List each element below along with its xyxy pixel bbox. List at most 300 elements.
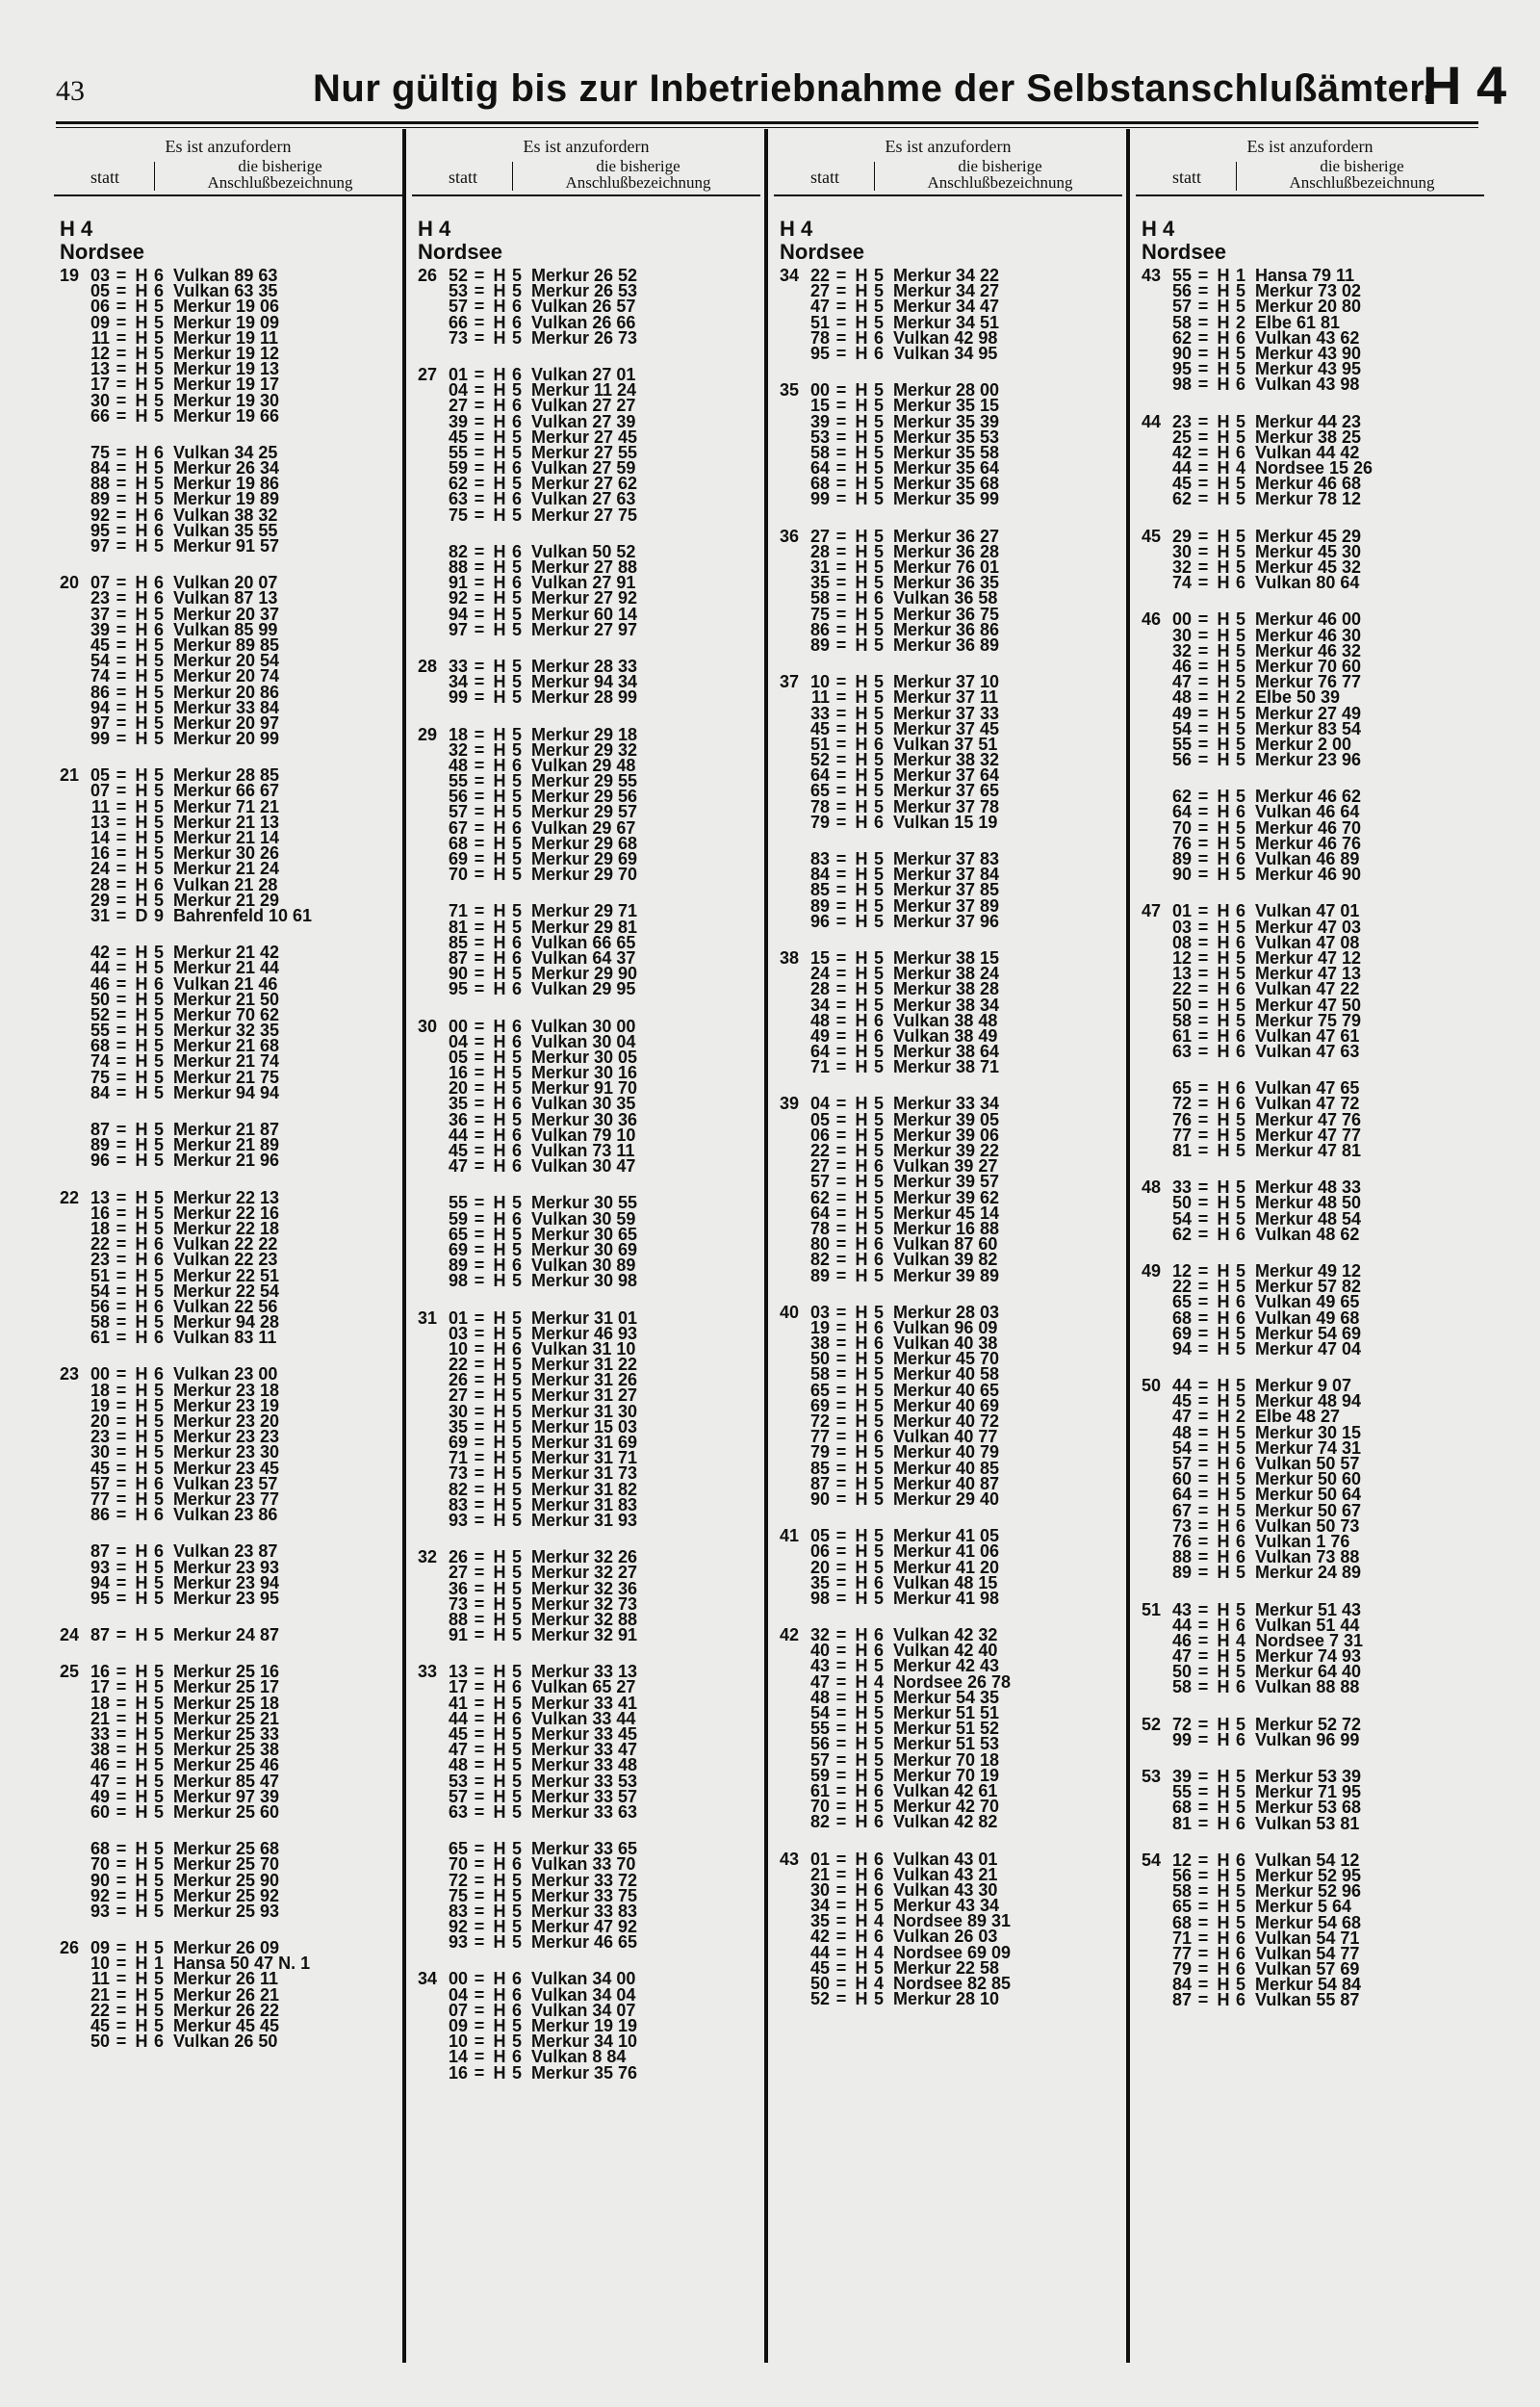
exchange-letter: H bbox=[135, 973, 148, 994]
table-row bbox=[54, 1801, 402, 1822]
previous-designation: Merkur 33 53 bbox=[531, 1771, 638, 1791]
exchange-digit: 5 bbox=[153, 1740, 164, 1760]
equals-sign: = bbox=[116, 359, 127, 379]
exchange-digit: 5 bbox=[511, 865, 522, 885]
equals-sign: = bbox=[1197, 1515, 1209, 1536]
exchange-digit: 5 bbox=[153, 1786, 164, 1806]
equals-sign: = bbox=[835, 1187, 847, 1207]
previous-designation: Merkur 25 33 bbox=[173, 1724, 280, 1744]
exchange-letter: H bbox=[493, 1224, 506, 1244]
number-group bbox=[1136, 1080, 1484, 1158]
equals-sign: = bbox=[1197, 1865, 1209, 1885]
number-group bbox=[54, 573, 402, 749]
equals-sign: = bbox=[835, 343, 847, 363]
exchange-letter: H bbox=[855, 849, 868, 868]
number-suffix: 45 bbox=[90, 634, 110, 655]
exchange-digit: 6 bbox=[511, 411, 522, 431]
exchange-digit: 5 bbox=[1235, 1125, 1245, 1145]
previous-designation: Merkur 38 64 bbox=[893, 1042, 1000, 1062]
exchange-digit: 5 bbox=[153, 1854, 164, 1875]
exchange-letter: H bbox=[493, 266, 506, 285]
exchange-digit: 2 bbox=[1235, 1407, 1245, 1427]
previous-designation: Vulkan 26 57 bbox=[531, 297, 636, 317]
number-suffix: 99 bbox=[809, 489, 830, 509]
exchange-digit: 6 bbox=[1235, 1454, 1245, 1473]
previous-designation: Vulkan 43 21 bbox=[893, 1864, 998, 1884]
equals-sign: = bbox=[474, 1677, 485, 1697]
exchange-digit: 5 bbox=[511, 672, 522, 692]
equals-sign: = bbox=[116, 1505, 127, 1525]
exchange-letter: H bbox=[855, 1927, 868, 1947]
exchange-letter: H bbox=[1217, 1599, 1230, 1619]
number-suffix: 64 bbox=[809, 1042, 830, 1062]
previous-designation: Merkur 38 71 bbox=[893, 1057, 1000, 1077]
exchange-letter: H bbox=[135, 828, 148, 847]
previous-designation: Vulkan 43 01 bbox=[893, 1849, 998, 1869]
exchange-digit: 5 bbox=[873, 489, 884, 509]
equals-sign: = bbox=[1197, 1277, 1209, 1297]
previous-designation: Vulkan 27 63 bbox=[531, 489, 636, 509]
exchange-letter: H bbox=[1217, 1767, 1230, 1786]
table-row bbox=[54, 729, 402, 749]
header-request-label: Es ist anzufordern bbox=[885, 137, 1012, 156]
previous-designation: Merkur 23 30 bbox=[173, 1442, 280, 1462]
number-suffix: 45 bbox=[809, 1957, 830, 1978]
equals-sign: = bbox=[474, 1801, 485, 1822]
number-suffix: 57 bbox=[1171, 297, 1192, 317]
previous-designation: Merkur 26 73 bbox=[531, 327, 638, 348]
exchange-letter: H bbox=[1217, 979, 1230, 999]
equals-sign: = bbox=[474, 1609, 485, 1629]
number-group bbox=[774, 674, 1122, 830]
previous-designation: Merkur 94 28 bbox=[173, 1312, 280, 1333]
previous-designation: Vulkan 66 65 bbox=[531, 932, 636, 952]
previous-designation: Merkur 22 16 bbox=[173, 1203, 280, 1223]
exchange-letter: H bbox=[135, 1312, 148, 1333]
number-suffix: 23 bbox=[1171, 411, 1192, 431]
exchange-letter: H bbox=[493, 1141, 506, 1160]
exchange-letter: H bbox=[855, 1411, 868, 1431]
number-suffix: 94 bbox=[90, 697, 110, 717]
exchange-digit: 6 bbox=[873, 1849, 884, 1869]
exchange-digit: 5 bbox=[873, 750, 884, 770]
previous-designation: Merkur 31 27 bbox=[531, 1385, 638, 1406]
equals-sign: = bbox=[116, 1541, 127, 1562]
number-suffix: 35 bbox=[809, 1911, 830, 1931]
previous-designation: Merkur 50 60 bbox=[1255, 1469, 1362, 1489]
previous-designation: Merkur 25 46 bbox=[173, 1755, 280, 1775]
number-suffix: 47 bbox=[448, 1740, 468, 1760]
table-row bbox=[54, 1151, 402, 1171]
previous-designation: Merkur 41 20 bbox=[893, 1557, 1000, 1577]
equals-sign: = bbox=[116, 1901, 127, 1921]
exchange-letter: H bbox=[135, 2000, 148, 2020]
exchange-digit: 6 bbox=[153, 874, 164, 894]
equals-sign: = bbox=[116, 666, 127, 686]
number-suffix: 97 bbox=[448, 619, 468, 639]
exchange-digit: 6 bbox=[873, 1156, 884, 1177]
previous-designation: Merkur 64 40 bbox=[1255, 1662, 1362, 1682]
equals-sign: = bbox=[474, 474, 485, 494]
number-suffix: 45 bbox=[448, 427, 468, 447]
exchange-digit: 6 bbox=[511, 1708, 522, 1728]
number-suffix: 87 bbox=[90, 1625, 110, 1645]
equals-sign: = bbox=[474, 932, 485, 952]
number-suffix: 48 bbox=[448, 755, 468, 775]
number-suffix: 31 bbox=[90, 905, 110, 925]
number-suffix: 68 bbox=[90, 1839, 110, 1859]
previous-designation: Merkur 37 96 bbox=[893, 911, 1000, 931]
equals-sign: = bbox=[116, 765, 127, 786]
equals-sign: = bbox=[1197, 1485, 1209, 1505]
previous-designation: Merkur 34 51 bbox=[893, 312, 1000, 332]
equals-sign: = bbox=[835, 1864, 847, 1884]
equals-sign: = bbox=[1197, 1990, 1209, 2010]
header-previous-line-1: die bisherige bbox=[1320, 157, 1404, 175]
exchange-letter: H bbox=[493, 427, 506, 447]
exchange-letter: H bbox=[493, 1208, 506, 1229]
table-row bbox=[1136, 1729, 1484, 1749]
exchange-letter: H bbox=[1217, 1407, 1230, 1427]
header-divider bbox=[154, 162, 155, 191]
number-suffix: 58 bbox=[1171, 312, 1192, 332]
previous-designation: Nordsee 82 85 bbox=[893, 1974, 1012, 1993]
exchange-letter: H bbox=[1217, 609, 1230, 630]
previous-designation: Merkur 37 33 bbox=[893, 703, 1000, 723]
number-suffix: 08 bbox=[1171, 932, 1192, 952]
exchange-letter: H bbox=[855, 1974, 868, 1993]
exchange-letter: H bbox=[135, 1954, 148, 1974]
exchange-digit: 6 bbox=[511, 297, 522, 317]
exchange-letter: H bbox=[855, 865, 868, 885]
area-label bbox=[1142, 218, 1484, 264]
exchange-letter: H bbox=[135, 651, 148, 671]
exchange-digit: 5 bbox=[873, 442, 884, 462]
exchange-digit: 6 bbox=[511, 541, 522, 561]
equals-sign: = bbox=[116, 1662, 127, 1682]
equals-sign: = bbox=[1197, 979, 1209, 999]
table-row bbox=[1136, 1679, 1484, 1695]
exchange-digit: 5 bbox=[511, 1563, 522, 1583]
exchange-letter: H bbox=[1217, 1630, 1230, 1650]
exchange-digit: 6 bbox=[1235, 1615, 1245, 1635]
previous-designation: Merkur 48 94 bbox=[1255, 1391, 1362, 1411]
exchange-digit: 5 bbox=[1235, 343, 1245, 363]
previous-designation: Vulkan 34 00 bbox=[531, 1969, 636, 1989]
equals-sign: = bbox=[116, 1740, 127, 1760]
exchange-letter: H bbox=[493, 1416, 506, 1436]
number-suffix: 55 bbox=[448, 771, 468, 791]
number-suffix: 57 bbox=[448, 802, 468, 822]
exchange-digit: 5 bbox=[511, 1385, 522, 1406]
equals-sign: = bbox=[474, 281, 485, 301]
exchange-letter: H bbox=[855, 1458, 868, 1478]
exchange-digit: 5 bbox=[1235, 734, 1245, 754]
previous-designation: Vulkan 54 71 bbox=[1255, 1928, 1360, 1948]
equals-sign: = bbox=[1197, 427, 1209, 447]
equals-sign: = bbox=[116, 1380, 127, 1400]
previous-designation: Vulkan 54 12 bbox=[1255, 1850, 1360, 1870]
previous-designation: Merkur 49 12 bbox=[1255, 1260, 1362, 1281]
previous-designation: Vulkan 80 64 bbox=[1255, 573, 1360, 593]
equals-sign: = bbox=[835, 458, 847, 479]
exchange-letter: H bbox=[135, 1572, 148, 1592]
previous-designation: Vulkan 89 63 bbox=[173, 266, 278, 285]
equals-sign: = bbox=[474, 1984, 485, 2005]
exchange-letter: H bbox=[135, 1021, 148, 1041]
exchange-letter: H bbox=[1217, 474, 1230, 494]
equals-sign: = bbox=[474, 1323, 485, 1343]
exchange-letter: H bbox=[1217, 1437, 1230, 1458]
previous-designation: Merkur 33 84 bbox=[173, 697, 280, 717]
previous-designation: Merkur 33 47 bbox=[531, 1740, 638, 1760]
equals-sign: = bbox=[835, 1671, 847, 1692]
exchange-digit: 4 bbox=[873, 1671, 884, 1692]
number-suffix: 82 bbox=[809, 1250, 830, 1270]
exchange-letter: H bbox=[135, 843, 148, 864]
equals-sign: = bbox=[116, 1395, 127, 1415]
number-suffix: 22 bbox=[1171, 1277, 1192, 1297]
exchange-digit: 5 bbox=[511, 1494, 522, 1514]
previous-designation: Merkur 39 06 bbox=[893, 1125, 1000, 1145]
previous-designation: Vulkan 96 99 bbox=[1255, 1729, 1360, 1749]
number-suffix: 35 bbox=[448, 1094, 468, 1114]
equals-sign: = bbox=[474, 2047, 485, 2067]
exchange-letter: H bbox=[135, 989, 148, 1009]
number-suffix: 00 bbox=[1171, 609, 1192, 630]
equals-sign: = bbox=[835, 281, 847, 301]
exchange-digit: 5 bbox=[873, 672, 884, 692]
header-previous-label bbox=[516, 158, 760, 191]
number-suffix: 85 bbox=[448, 932, 468, 952]
equals-sign: = bbox=[116, 327, 127, 348]
exchange-letter: H bbox=[1217, 1729, 1230, 1749]
previous-designation: Merkur 66 67 bbox=[173, 781, 280, 801]
exchange-digit: 5 bbox=[153, 458, 164, 479]
number-suffix: 32 bbox=[1171, 640, 1192, 660]
exchange-digit: 5 bbox=[873, 1302, 884, 1322]
exchange-letter: H bbox=[493, 1969, 506, 1989]
equals-sign: = bbox=[1197, 1615, 1209, 1635]
number-suffix: 44 bbox=[1171, 1376, 1192, 1396]
previous-designation: Merkur 54 84 bbox=[1255, 1975, 1362, 1995]
number-prefix: 34 bbox=[417, 1969, 437, 1989]
exchange-letter: H bbox=[1217, 734, 1230, 754]
equals-sign: = bbox=[1197, 1437, 1209, 1458]
number-suffix: 86 bbox=[809, 619, 830, 639]
exchange-digit: 6 bbox=[1235, 1990, 1245, 2010]
previous-designation: Merkur 41 05 bbox=[893, 1526, 1000, 1546]
number-suffix: 47 bbox=[448, 1156, 468, 1177]
number-group bbox=[54, 1938, 402, 2052]
number-suffix: 61 bbox=[809, 1780, 830, 1800]
exchange-letter: H bbox=[855, 979, 868, 999]
previous-designation: Merkur 26 11 bbox=[173, 1969, 279, 1989]
number-suffix: 36 bbox=[448, 1578, 468, 1598]
previous-designation: Merkur 40 58 bbox=[893, 1364, 1000, 1385]
number-suffix: 75 bbox=[809, 604, 830, 624]
exchange-digit: 5 bbox=[153, 1938, 164, 1958]
number-suffix: 33 bbox=[90, 1724, 110, 1744]
number-suffix: 46 bbox=[90, 973, 110, 994]
equals-sign: = bbox=[835, 781, 847, 801]
previous-designation: Merkur 21 87 bbox=[173, 1120, 280, 1139]
number-prefix: 48 bbox=[1141, 1178, 1161, 1198]
number-suffix: 27 bbox=[809, 526, 830, 546]
number-suffix: 56 bbox=[809, 1734, 830, 1754]
number-suffix: 99 bbox=[448, 687, 468, 708]
equals-sign: = bbox=[116, 729, 127, 749]
equals-sign: = bbox=[474, 1239, 485, 1259]
number-suffix: 38 bbox=[809, 1333, 830, 1354]
exchange-digit: 6 bbox=[153, 1505, 164, 1525]
exchange-digit: 5 bbox=[153, 1442, 164, 1462]
table-row bbox=[1136, 1042, 1484, 1062]
equals-sign: = bbox=[1197, 1563, 1209, 1583]
number-suffix: 75 bbox=[448, 505, 468, 525]
equals-sign: = bbox=[474, 2000, 485, 2020]
exchange-digit: 6 bbox=[511, 1677, 522, 1697]
exchange-letter: H bbox=[493, 557, 506, 577]
equals-sign: = bbox=[835, 1333, 847, 1354]
equals-sign: = bbox=[474, 604, 485, 624]
exchange-letter: H bbox=[855, 1427, 868, 1447]
exchange-digit: 5 bbox=[153, 765, 164, 786]
number-suffix: 78 bbox=[809, 796, 830, 816]
exchange-digit: 5 bbox=[873, 541, 884, 561]
equals-sign: = bbox=[116, 1004, 127, 1024]
number-suffix: 90 bbox=[448, 964, 468, 984]
equals-sign: = bbox=[835, 634, 847, 655]
number-suffix: 42 bbox=[809, 1927, 830, 1947]
exchange-digit: 5 bbox=[153, 651, 164, 671]
equals-sign: = bbox=[1197, 1208, 1209, 1229]
exchange-digit: 5 bbox=[1235, 1437, 1245, 1458]
exchange-digit: 5 bbox=[873, 1488, 884, 1509]
equals-sign: = bbox=[474, 442, 485, 462]
equals-sign: = bbox=[474, 1156, 485, 1177]
number-suffix: 55 bbox=[1171, 266, 1192, 285]
number-suffix: 55 bbox=[809, 1719, 830, 1739]
number-prefix: 37 bbox=[779, 672, 799, 692]
equals-sign: = bbox=[116, 343, 127, 363]
equals-sign: = bbox=[1197, 625, 1209, 645]
exchange-digit: 5 bbox=[153, 1067, 164, 1087]
number-suffix: 95 bbox=[90, 520, 110, 540]
number-suffix: 89 bbox=[90, 489, 110, 509]
number-suffix: 65 bbox=[448, 1224, 468, 1244]
previous-designation: Merkur 25 17 bbox=[173, 1677, 280, 1697]
exchange-letter: H bbox=[135, 1771, 148, 1791]
equals-sign: = bbox=[1197, 1125, 1209, 1145]
number-suffix: 32 bbox=[1171, 557, 1192, 577]
equals-sign: = bbox=[835, 1025, 847, 1046]
equals-sign: = bbox=[116, 1036, 127, 1056]
exchange-letter: H bbox=[135, 796, 148, 816]
exchange-digit: 5 bbox=[873, 396, 884, 416]
previous-designation: Merkur 47 03 bbox=[1255, 917, 1362, 937]
previous-designation: Merkur 25 68 bbox=[173, 1839, 280, 1859]
number-suffix: 10 bbox=[448, 2032, 468, 2052]
exchange-letter: H bbox=[135, 1984, 148, 2005]
exchange-letter: H bbox=[1217, 750, 1230, 770]
exchange-digit: 5 bbox=[873, 380, 884, 401]
previous-designation: Merkur 33 83 bbox=[531, 1901, 638, 1921]
previous-designation: Merkur 32 36 bbox=[531, 1578, 638, 1598]
number-prefix: 35 bbox=[779, 380, 799, 401]
equals-sign: = bbox=[835, 1641, 847, 1661]
equals-sign: = bbox=[116, 1488, 127, 1509]
previous-designation: Merkur 76 77 bbox=[1255, 672, 1362, 692]
number-group bbox=[774, 851, 1122, 929]
exchange-digit: 6 bbox=[153, 1250, 164, 1270]
number-suffix: 14 bbox=[448, 2047, 468, 2067]
exchange-letter: H bbox=[135, 505, 148, 525]
number-prefix: 39 bbox=[779, 1094, 799, 1114]
exchange-digit: 5 bbox=[873, 1797, 884, 1817]
exchange-letter: H bbox=[135, 1662, 148, 1682]
number-suffix: 45 bbox=[1171, 1391, 1192, 1411]
number-suffix: 09 bbox=[90, 312, 110, 332]
number-suffix: 89 bbox=[809, 895, 830, 916]
equals-sign: = bbox=[116, 1312, 127, 1333]
number-suffix: 73 bbox=[448, 327, 468, 348]
equals-sign: = bbox=[474, 1870, 485, 1890]
exchange-letter: H bbox=[855, 1094, 868, 1114]
number-suffix: 77 bbox=[90, 1488, 110, 1509]
exchange-digit: 5 bbox=[1235, 1323, 1245, 1343]
previous-designation: Merkur 45 32 bbox=[1255, 557, 1362, 577]
exchange-digit: 6 bbox=[1235, 901, 1245, 921]
exchange-letter: H bbox=[855, 1317, 868, 1337]
exchange-digit: 6 bbox=[511, 573, 522, 593]
number-group bbox=[412, 268, 760, 346]
table-row bbox=[774, 1989, 1122, 2009]
number-prefix: 32 bbox=[417, 1547, 437, 1567]
previous-designation: Merkur 37 78 bbox=[893, 796, 1000, 816]
number-suffix: 57 bbox=[1171, 1454, 1192, 1473]
previous-designation: Merkur 43 95 bbox=[1255, 359, 1362, 379]
exchange-letter: H bbox=[855, 1641, 868, 1661]
header-instead-label: statt bbox=[90, 168, 119, 187]
previous-designation: Merkur 29 40 bbox=[893, 1488, 1000, 1509]
number-suffix: 44 bbox=[1171, 1615, 1192, 1635]
number-suffix: 54 bbox=[809, 1703, 830, 1722]
equals-sign: = bbox=[835, 1364, 847, 1385]
previous-designation: Vulkan 34 95 bbox=[893, 343, 998, 363]
exchange-letter: H bbox=[855, 1025, 868, 1046]
exchange-digit: 5 bbox=[873, 865, 884, 885]
number-suffix: 22 bbox=[809, 266, 830, 285]
equals-sign: = bbox=[116, 1427, 127, 1447]
exchange-digit: 5 bbox=[873, 1057, 884, 1077]
number-suffix: 68 bbox=[809, 474, 830, 494]
exchange-letter: H bbox=[493, 1479, 506, 1499]
previous-designation: Merkur 16 88 bbox=[893, 1218, 1000, 1238]
exchange-letter: H bbox=[1217, 656, 1230, 676]
exchange-letter: H bbox=[1217, 1193, 1230, 1213]
previous-designation: Merkur 9 07 bbox=[1255, 1376, 1352, 1396]
equals-sign: = bbox=[835, 1473, 847, 1493]
exchange-digit: 5 bbox=[153, 1218, 164, 1238]
exchange-letter: H bbox=[135, 1885, 148, 1905]
exchange-digit: 6 bbox=[1235, 375, 1245, 395]
number-suffix: 82 bbox=[809, 1812, 830, 1832]
previous-designation: Merkur 52 96 bbox=[1255, 1881, 1362, 1902]
exchange-digit: 5 bbox=[873, 1042, 884, 1062]
equals-sign: = bbox=[474, 739, 485, 760]
number-suffix: 37 bbox=[90, 604, 110, 624]
